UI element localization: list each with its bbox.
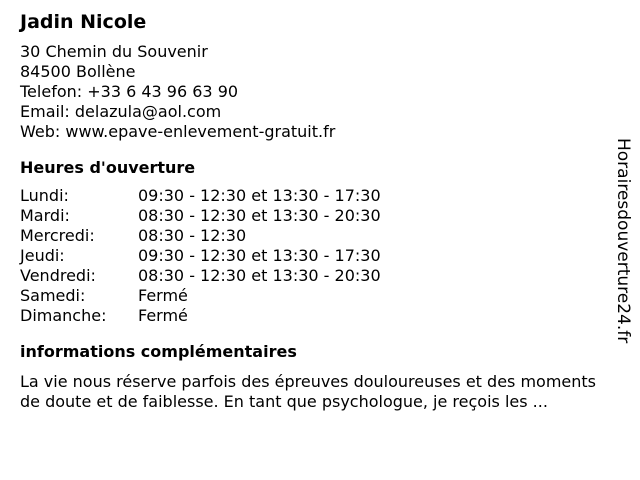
business-name: Jadin Nicole (20, 11, 147, 33)
hours-row (20, 186, 610, 206)
business-card (20, 10, 610, 412)
day-hours: 09:30 - 12:30 et 13:30 - 17:30 (138, 246, 381, 265)
day-label: Jeudi: (20, 246, 65, 265)
hours-row (20, 206, 610, 226)
email-address[interactable]: delazula@aol.com (74, 102, 222, 121)
day-label: Dimanche: (20, 306, 107, 325)
day-hours: Fermé (138, 306, 188, 325)
hours-row (20, 286, 610, 306)
email-label: Email: (20, 102, 70, 121)
day-hours: Fermé (138, 286, 188, 305)
day-label: Mercredi: (20, 226, 95, 245)
day-label: Lundi: (20, 186, 69, 205)
hours-row (20, 266, 610, 286)
day-hours: 08:30 - 12:30 et 13:30 - 20:30 (138, 206, 381, 225)
phone-label: Telefon: (20, 82, 83, 101)
hours-title: Heures d'ouverture (20, 158, 196, 177)
email-line (20, 102, 610, 122)
day-label: Mardi: (20, 206, 70, 225)
address-street: 30 Chemin du Souvenir (20, 42, 208, 61)
info-text: La vie nous réserve parfois des épreuves douloureuses et des moments de doute et de faiblesse. En tant que psychologue, je reçois les ... (20, 372, 597, 411)
day-hours: 08:30 - 12:30 (138, 226, 247, 245)
day-label: Samedi: (20, 286, 86, 305)
site-watermark: Horairesdouverture24.fr (613, 138, 633, 344)
hours-table (20, 186, 610, 326)
day-hours: 08:30 - 12:30 et 13:30 - 20:30 (138, 266, 381, 285)
web-label: Web: (20, 122, 61, 141)
info-title: informations complémentaires (20, 342, 297, 361)
hours-row (20, 246, 610, 266)
phone-line (20, 82, 610, 102)
web-line (20, 122, 610, 142)
address-city: 84500 Bollène (20, 62, 136, 81)
phone-number[interactable]: +33 6 43 96 63 90 (87, 82, 239, 101)
website-link[interactable]: www.epave-enlevement-gratuit.fr (65, 122, 336, 141)
day-hours: 09:30 - 12:30 et 13:30 - 17:30 (138, 186, 381, 205)
hours-row (20, 226, 610, 246)
day-label: Vendredi: (20, 266, 96, 285)
hours-row (20, 306, 610, 326)
